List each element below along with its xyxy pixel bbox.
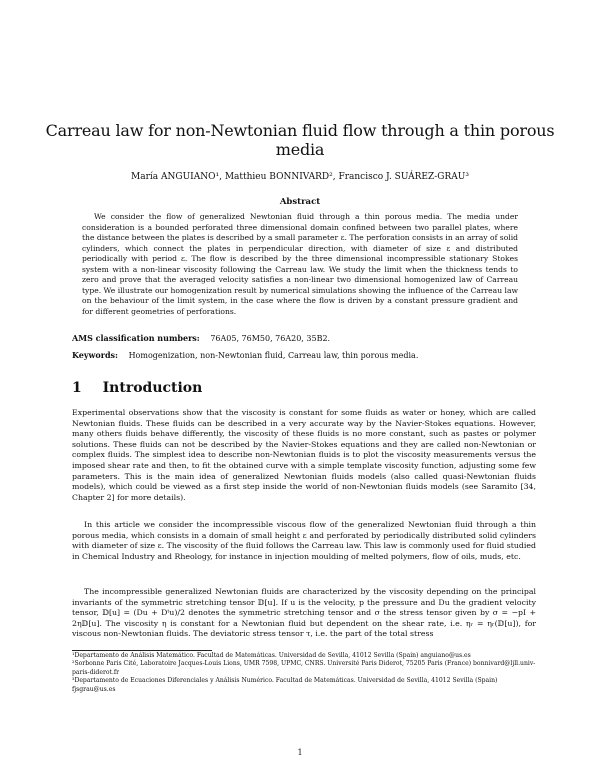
abstract-heading: Abstract — [279, 197, 321, 207]
page-number: 1 — [297, 748, 303, 757]
footnote-1: ¹Departamento de Análisis Matemático. Facultad de Matemáticas. Universidad de Sevilla, 41012 Sevilla (Spain) anguiano@us.es — [72, 652, 471, 659]
keywords — [72, 350, 418, 360]
abstract-body: We consider the flow of generalized Newtonian fluid through a thin porous media. The media under consideration is a bounded perforated three dimensional domain confined between two parallel plates, where the distance between the plates is described by a small parameter ε. The perforation consists in an array of solid cylinders, which connect the plates in perpendicular direction, with diameter of size ε and distributed periodically with period ε. The flow is described by the three dimensional incompressible stationary Stokes system with a non-linear viscosity following the Carreau law. We study the limit when the thickness tends to zero and prove that the averaged velocity satisfies a non-linear two dimensional homogenized law of Carreau type. We illustrate our homogenization result by numerical simulations showing the influence of the Carreau law on the behaviour of the limit system, in the case where the flow is driven by a constant pressure gradient and for different geometries of perforations. — [82, 212, 518, 316]
section-title: Introduction — [102, 380, 203, 396]
intro-paragraph-3: The incompressible generalized Newtonian fluids are characterized by the viscosity depending on the principal invariants of the symmetric stretching tensor 𝔻[u]. If u is the velocity, p the pressure and Du the gradient velocity tensor, 𝔻[u] = (Du + Dᵗu)/2 denotes the symmetric stretching tensor and σ the stress tensor given by σ = −pI + 2η𝔻[u]. The viscosity η is constant for a Newtonian fluid but dependent on the shear rate, i.e. ηᵣ = ηᵣ(𝔻[u]), for viscous non-Newtonian fluids. The deviatoric stress tensor τ, i.e. the part of the total stress — [72, 587, 536, 639]
keywords-value: Homogenization, non-Newtonian fluid, Carreau law, thin porous media. — [128, 351, 419, 360]
keywords-label: Keywords: — [72, 350, 119, 360]
section-number: 1 — [72, 380, 82, 396]
ams-value: 76A05, 76M50, 76A20, 35B2. — [210, 334, 331, 343]
author-list: María ANGUIANO¹, Matthieu BONNIVARD², Francisco J. SUÁREZ-GRAU³ — [131, 172, 469, 182]
footnote-3: ³Departamento de Ecuaciones Diferenciales y Análisis Numérico. Facultad de Matemáticas. Universidad de Sevilla, 41012 Sevilla (Spain) fjsgrau@us.es — [72, 677, 498, 693]
section-heading-introduction — [72, 380, 202, 396]
footnotes — [72, 652, 536, 694]
ams-classification — [72, 333, 330, 343]
footnote-2: ²Sorbonne Paris Cité, Laboratoire Jacques-Louis Lions, UMR 7598, UPMC, CNRS. Université Paris Diderot, 75205 Paris (France) bonnivard@ljll.univ-paris-diderot.fr — [72, 660, 536, 676]
ams-label: AMS classification numbers: — [72, 333, 200, 343]
intro-paragraph-1: Experimental observations show that the viscosity is constant for some fluids as water or honey, which are called Newtonian fluids. These fluids can be described in a very accurate way by the Navier-Stokes equations. However, many others fluids behave differently, the viscosity of these fluids is no more constant, such as pastes or polymer solutions. These fluids can not be described by the Navier-Stokes equations and they are called non-Newtonian or complex fluids. The simplest idea to describe non-Newtonian fluids is to plot the viscosity measurements versus the imposed shear rate and then, to fit the obtained curve with a simple template viscosity function, adjusting some few parameters. This is the main idea of generalized Newtonian fluids models (also called quasi-Newtonian fluids models), which could be viewed as a first step inside the world of non-Newtonian fluids models (see Saramito [34, Chapter 2] for more details). — [72, 408, 536, 502]
intro-paragraph-2: In this article we consider the incompressible viscous flow of the generalized Newtonian fluid through a thin porous media, which consists in a domain of small height ε and perforated by periodically distributed solid cylinders with diameter of size ε. The viscosity of the fluid follows the Carreau law. This law is commonly used for fluid studied in Chemical Industry and Rheology, for instance in injection moulding of melted polymers, flow of oils, muds, etc. — [72, 520, 536, 561]
footnote-divider — [72, 650, 212, 651]
paper-title: Carreau law for non-Newtonian fluid flow through a thin porous media — [45, 121, 555, 159]
